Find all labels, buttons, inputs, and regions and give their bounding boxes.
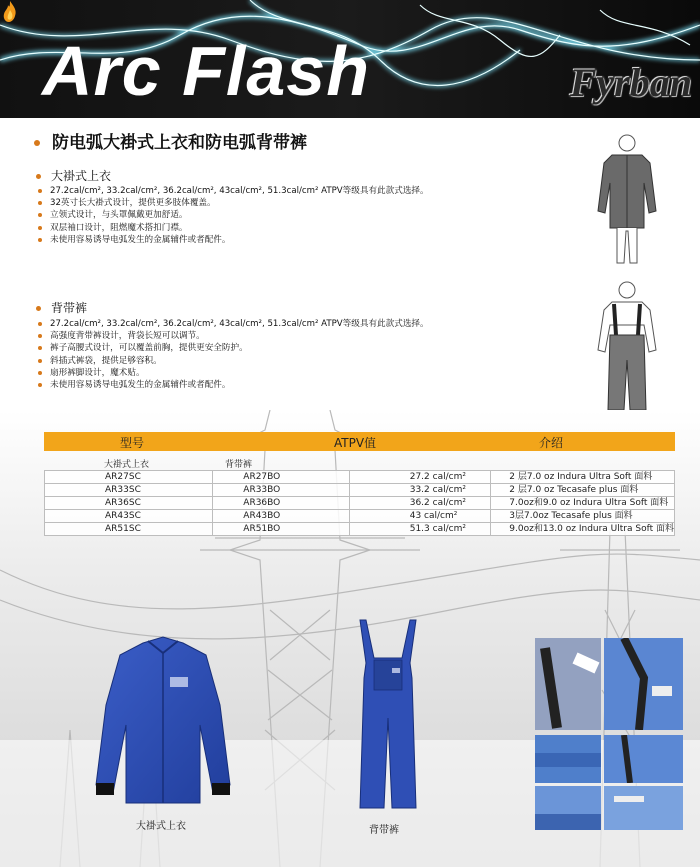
cell-description: 3层7.0oz Tecasafe plus 面料	[491, 510, 675, 523]
subheader-bib: 背带裤	[225, 460, 253, 470]
list-item: 未使用容易诱导电弧发生的金属辅件或者配件。	[36, 234, 429, 246]
detail-photo-hem	[535, 786, 601, 830]
cell-coat-model: AR51SC	[45, 523, 213, 536]
page-title: Arc Flash	[42, 32, 370, 110]
cell-coat-model: AR33SC	[45, 484, 213, 497]
coat-heading: 大褂式上衣	[36, 167, 111, 184]
detail-photo-strap	[604, 638, 683, 730]
cell-atpv: 43 cal/cm²	[349, 510, 491, 523]
cell-atpv: 27.2 cal/cm²	[349, 471, 491, 484]
bullet-icon	[36, 174, 41, 179]
bib-figure-illustration	[592, 280, 662, 418]
list-item: 未使用容易诱导电弧发生的金属辅件或者配件。	[36, 379, 429, 391]
cell-atpv: 36.2 cal/cm²	[349, 497, 491, 510]
list-item: 立领式设计，与头罩佩戴更加舒适。	[36, 209, 429, 221]
cell-atpv: 51.3 cal/cm²	[349, 523, 491, 536]
header-banner	[0, 0, 700, 118]
table-row	[45, 497, 675, 510]
detail-photo-suspender	[535, 638, 601, 730]
model-table	[44, 470, 675, 536]
cell-description: 2 层7.0 oz Tecasafe plus 面料	[491, 484, 675, 497]
cell-coat-model: AR43SC	[45, 510, 213, 523]
cell-atpv: 33.2 cal/cm²	[349, 484, 491, 497]
column-header-description: 介绍	[539, 436, 564, 450]
detail-photo-sleeve	[535, 735, 601, 783]
list-item: 27.2cal/cm², 33.2cal/cm², 36.2cal/cm², 43cal/cm², 51.3cal/cm² ATPV等级具有此款式选择。	[36, 318, 429, 330]
cell-coat-model: AR27SC	[45, 471, 213, 484]
list-item: 32英寸长大褂式设计，提供更多肢体覆盖。	[36, 197, 429, 209]
cell-description: 9.0oz和13.0 oz Indura Ultra Soft 面料	[491, 523, 675, 536]
table-row	[45, 523, 675, 536]
list-item: 裤子高腰式设计，可以覆盖前胸，提供更安全防护。	[36, 342, 429, 354]
flame-icon	[0, 0, 20, 24]
cell-coat-model: AR36SC	[45, 497, 213, 510]
table-header-bar	[44, 432, 675, 451]
detail-photo-cuff	[604, 786, 683, 830]
list-item: 高强度背带裤设计，背袋长短可以调节。	[36, 330, 429, 342]
detail-photo-pocket	[604, 735, 683, 783]
cell-description: 2 层7.0 oz Indura Ultra Soft 面料	[491, 471, 675, 484]
column-header-model: 型号	[120, 436, 145, 450]
column-header-atpv: ATPV值	[334, 436, 377, 450]
bullet-icon	[34, 140, 40, 146]
coat-figure-illustration	[592, 133, 662, 271]
bullet-icon	[36, 306, 41, 311]
cell-bib-model: AR51BO	[213, 523, 349, 536]
bib-feature-list	[36, 318, 429, 391]
table-row	[45, 510, 675, 523]
main-heading: 防电弧大褂式上衣和防电弧背带裤	[34, 128, 307, 153]
table-row	[45, 484, 675, 497]
coat-photo	[88, 635, 238, 807]
cell-bib-model: AR27BO	[213, 471, 349, 484]
subheader-coat: 大褂式上衣	[104, 460, 150, 470]
cell-bib-model: AR36BO	[213, 497, 349, 510]
cell-bib-model: AR33BO	[213, 484, 349, 497]
coat-feature-list	[36, 185, 429, 246]
bib-heading: 背带裤	[36, 299, 87, 316]
list-item: 扇形裤脚设计，魔术贴。	[36, 367, 429, 379]
cell-bib-model: AR43BO	[213, 510, 349, 523]
list-item: 斜插式裤袋，提供足够容积。	[36, 355, 429, 367]
list-item: 27.2cal/cm², 33.2cal/cm², 36.2cal/cm², 43cal/cm², 51.3cal/cm² ATPV等级具有此款式选择。	[36, 185, 429, 197]
bib-caption: 背带裤	[369, 825, 399, 836]
list-item: 双层袖口设计，阻燃魔术搭扣门襟。	[36, 222, 429, 234]
bib-photo	[352, 618, 424, 816]
coat-caption: 大褂式上衣	[136, 821, 186, 832]
table-row	[45, 471, 675, 484]
cell-description: 7.0oz和9.0 oz Indura Ultra Soft 面料	[491, 497, 675, 510]
brand-logo: Fyrban	[569, 60, 692, 105]
